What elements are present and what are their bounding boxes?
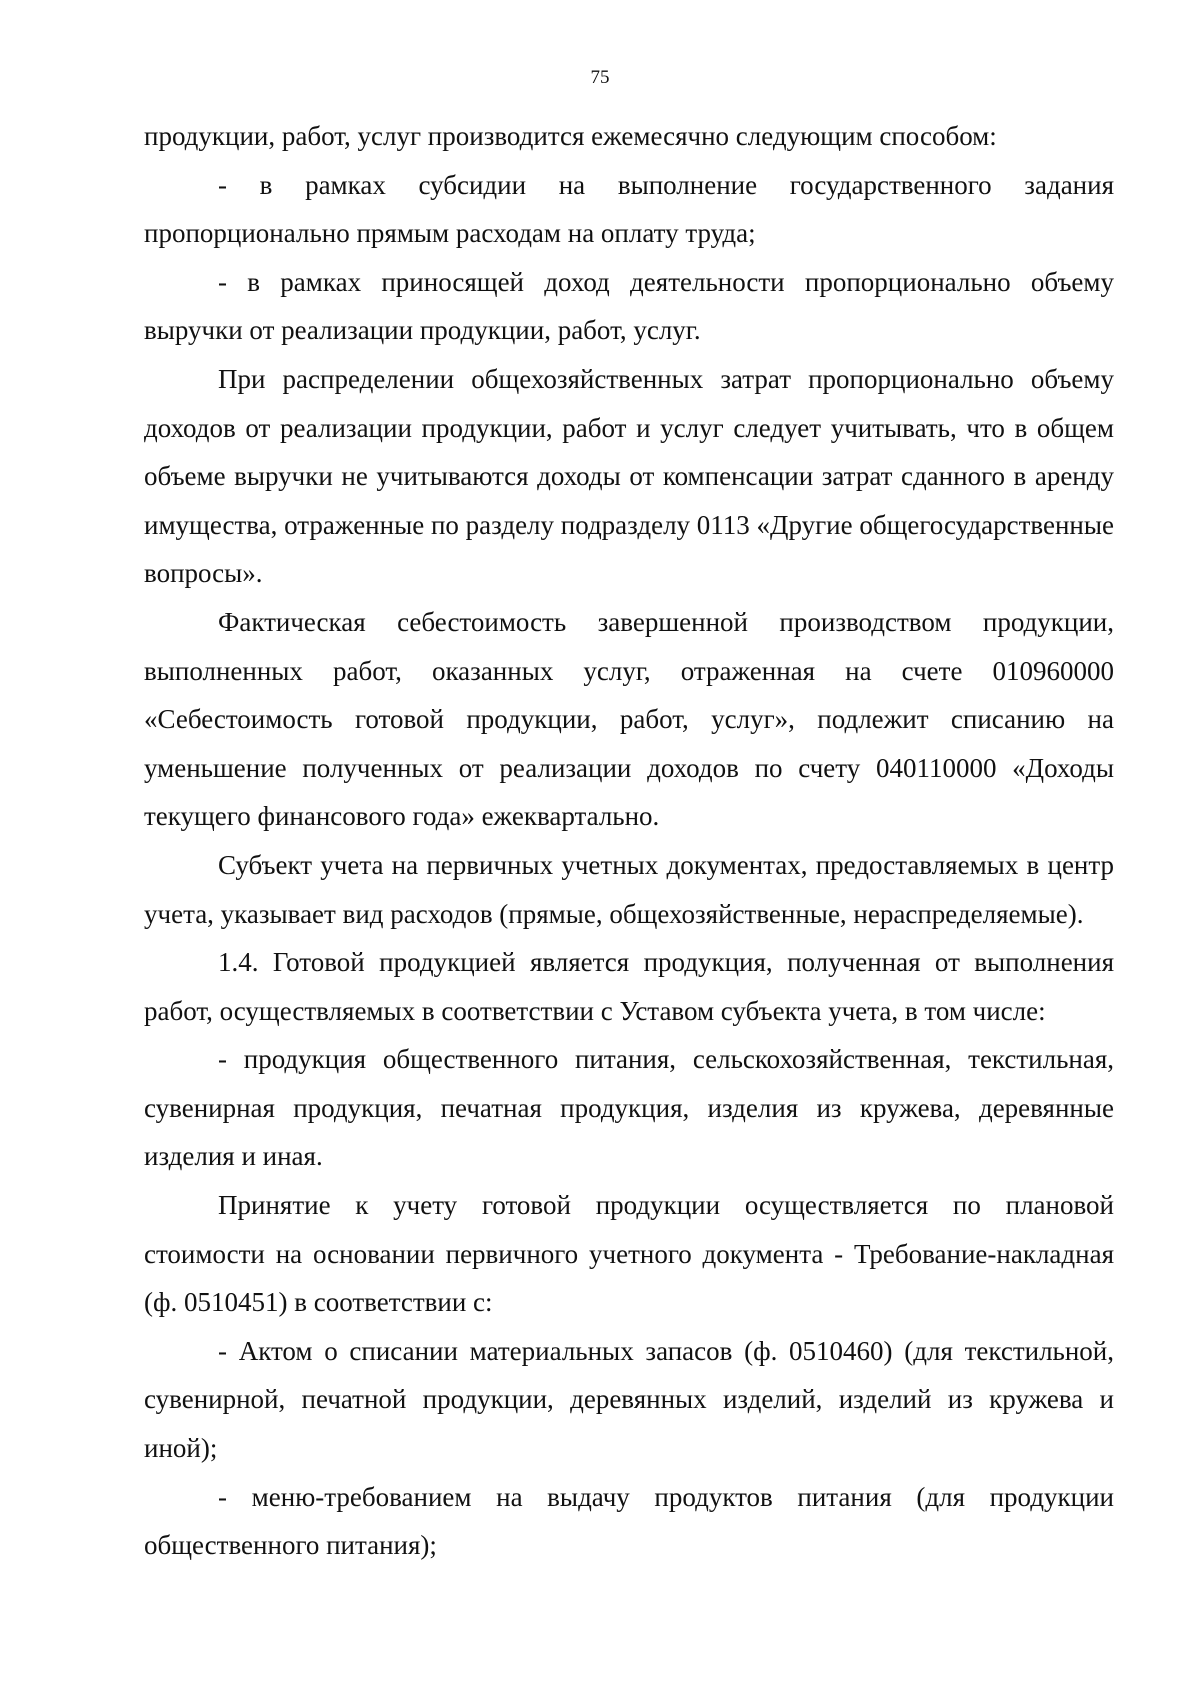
paragraph-actual-cost: Фактическая себестоимость завершенной производством продукции, выполненных работ, оказанных услуг, отраженная на счете 010960000 «Себестоимость готовой продукции, работ, услуг», подлежит списанию на уменьшение полученных от реализации доходов по счету 040110000 «Доходы текущего финансового года» ежеквартально. [144,606,1114,832]
section-1-4-finished-products: 1.4. Готовой продукцией является продукция, полученная от выполнения работ, осуществляемых в соответствии с Уставом субъекта учета, в том числе: [144,947,1114,1026]
page-number: 75 [590,67,610,88]
list-item-product-types: - продукция общественного питания, сельскохозяйственная, текстильная, сувенирная продукция, печатная продукция, изделия из кружева, деревянные изделия и иная. [144,1044,1114,1172]
paragraph-acceptance: Принятие к учету готовой продукции осуществляется по плановой стоимости на основании первичного учетного документа - Требование-накладная (ф. 0510451) в соответствии с: [144,1190,1114,1318]
list-item-subsidy: - в рамках субсидии на выполнение государственного задания пропорционально прямым расходам на оплату труда; [144,169,1114,249]
paragraph-expense-type: Субъект учета на первичных учетных документах, предоставляемых в центр учета, указывает вид расходов (прямые, общехозяйственные, нераспределяемые). [144,849,1114,929]
document-body [144,112,1114,1570]
paragraph-overhead-distribution: При распределении общехозяйственных затрат пропорционально объему доходов от реализации продукции, работ и услуг следует учитывать, что в общем объеме выручки не учитываются доходы от компенсации затрат сданного в аренду имущества, отраженные по разделу подразделу 0113 «Другие общегосударственные вопросы». [144,363,1114,589]
list-item-menu-requisition: - меню-требованием на выдачу продуктов питания (для продукции общественного питания); [144,1481,1114,1561]
list-item-income-activity: - в рамках приносящей доход деятельности пропорционально объему выручки от реализации продукции, работ, услуг. [144,266,1114,346]
paragraph-continuation: продукции, работ, услуг производится ежемесячно следующим способом: [144,121,997,151]
list-item-write-off-act: - Актом о списании материальных запасов (ф. 0510460) (для текстильной, сувенирной, печатной продукции, деревянных изделий, изделий из кружева и иной); [144,1335,1114,1464]
